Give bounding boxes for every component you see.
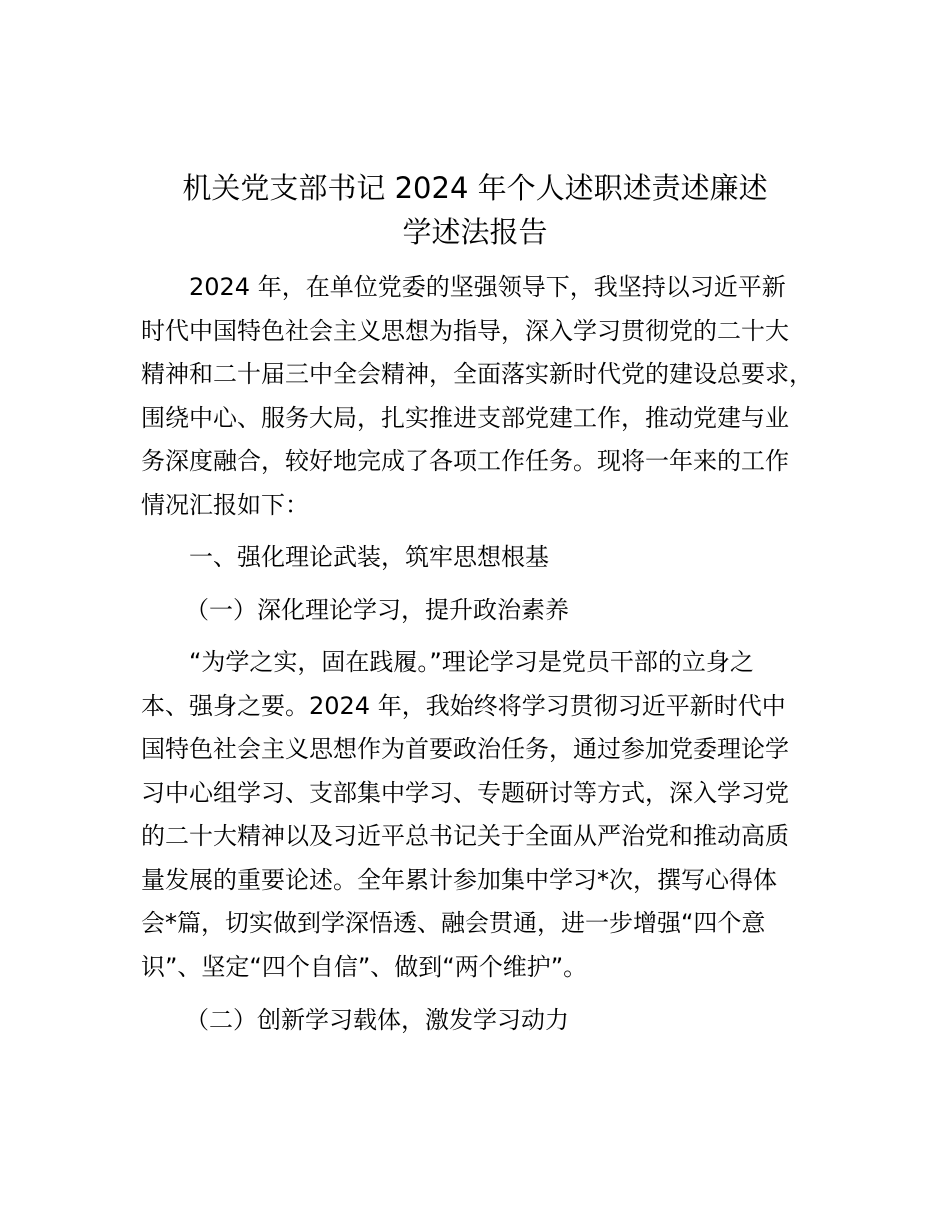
paragraph-line: 的二十大精神以及习近平总书记关于全面从严治党和推动高质 [141,822,789,850]
paragraph-line: 本、强身之要。2024 年，我始终将学习贯彻习近平新时代中 [141,691,786,720]
document-title [140,166,810,253]
paragraph-line: 时代中国特色社会主义思想为指导，深入学习贯彻党的二十大 [141,316,789,345]
paragraph-line: 习中心组学习、支部集中学习、专题研讨等方式，深入学习党 [141,778,789,807]
subsection-paragraph [141,641,821,989]
paragraph-line: 国特色社会主义思想作为首要政治任务，通过参加党委理论学 [141,735,789,763]
title-line: 机关党支部书记 2024 年个人述职述责述廉述 [182,171,768,205]
paragraph-line: 会*篇，切实做到学深悟透、融会贯通，进一步增强“四个意 [141,909,766,937]
paragraph-line: 情况汇报如下： [141,490,309,519]
paragraph-line: 2024 年，在单位党委的坚强领导下，我坚持以习近平新 [189,273,786,301]
subsection-heading: （二）创新学习载体，激发学习动力 [185,1006,569,1034]
paragraph-line: 识”、坚定“四个自信”、做到“两个维护”。 [141,952,588,981]
subsection-heading: （一）深化理论学习，提升政治素养 [185,596,569,624]
paragraph-line: “为学之实，固在践履。”理论学习是党员干部的立身之 [189,648,754,676]
paragraph-line: 围绕中心、服务大局，扎实推进支部党建工作，推动党建与业 [141,403,789,432]
section-heading: 一、强化理论武装，筑牢思想根基 [189,543,549,571]
paragraph-line: 务深度融合，较好地完成了各项工作任务。现将一年来的工作 [141,447,789,475]
title-line: 学述法报告 [402,214,548,249]
intro-paragraph [141,266,821,527]
paragraph-line: 精神和二十届三中全会精神，全面落实新时代党的建设总要求， [141,360,813,388]
paragraph-line: 量发展的重要论述。全年累计参加集中学习*次，撰写心得体 [141,865,777,894]
